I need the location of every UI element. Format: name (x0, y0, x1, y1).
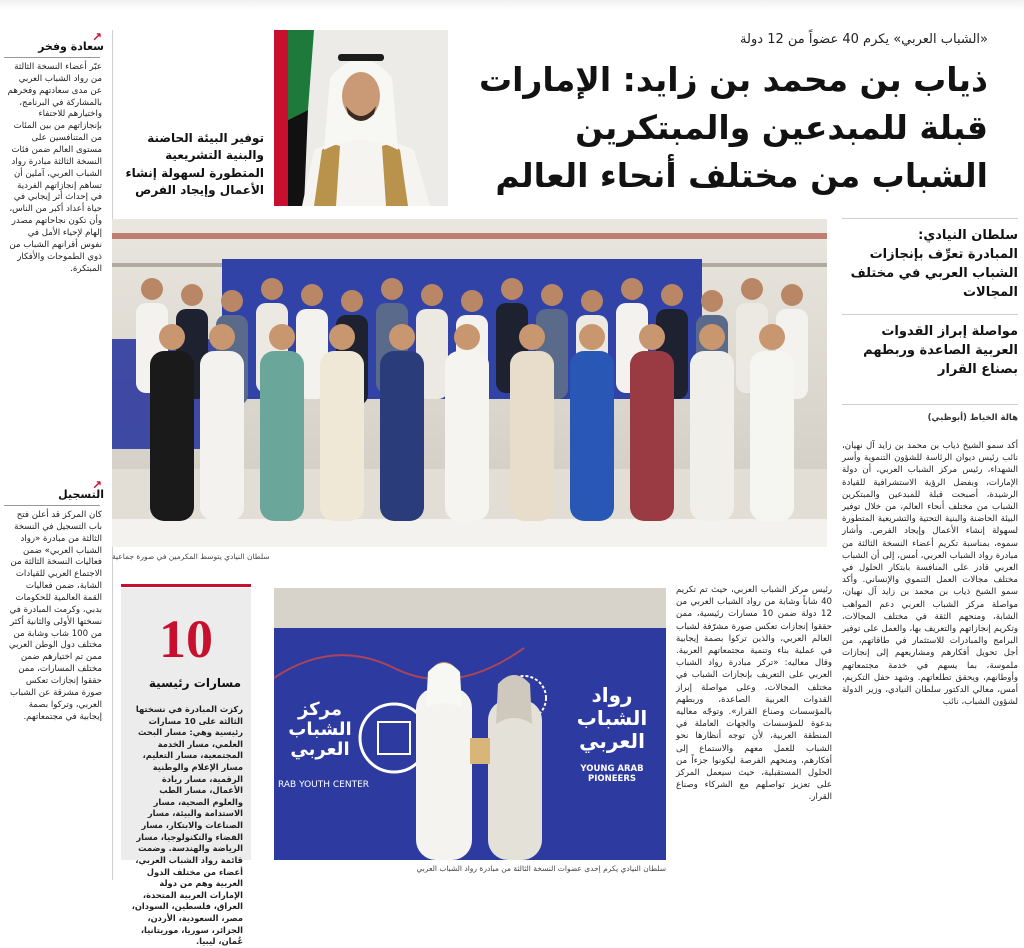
pull-quote-2-text: مواصلة إبراز القدوات العربية الصاعدة وربطهم بصناع القرار (863, 324, 1018, 377)
banner-right-en: YOUNG ARAB PIONEERS (580, 764, 644, 784)
person-figure (690, 351, 734, 521)
arrow-icon: ↗ (91, 478, 102, 492)
portrait-photo (274, 30, 448, 206)
person-figure (445, 351, 489, 521)
person-figure (209, 324, 235, 350)
person-figure (699, 324, 725, 350)
section-divider (4, 57, 100, 58)
person-figure (454, 324, 480, 350)
person-figure (781, 284, 803, 306)
kicker: «الشباب العربي» يكرم 40 عضواً من 12 دولة (740, 32, 988, 47)
person-figure (501, 278, 523, 300)
person-figure (519, 324, 545, 350)
person-figure (750, 351, 794, 521)
person-figure (381, 278, 403, 300)
person-figure (661, 284, 683, 306)
person-figure (261, 278, 283, 300)
award-photo-caption: سلطان النيادي يكرم إحدى عضوات النسخة الثالثة من مبادرة رواد الشباب العربي (416, 864, 666, 873)
person-figure (621, 278, 643, 300)
person-figure (570, 351, 614, 521)
pull-quote-1-text: المبادرة تعرِّف بإنجازات الشباب العربي في مختلف المجالات (850, 246, 1018, 300)
person-figure (741, 278, 763, 300)
person-figure (541, 284, 563, 306)
article-byline-block (842, 404, 1018, 423)
person-figure (421, 284, 443, 306)
person-figure (150, 351, 194, 521)
factbox-label: مسارات رئيسية (148, 676, 241, 690)
person-figure (759, 324, 785, 350)
person-figure (701, 290, 723, 312)
person-figure (510, 351, 554, 521)
person-figure (141, 278, 163, 300)
factbox-number: 10 (159, 609, 213, 669)
person-figure (260, 351, 304, 521)
banner-left-ar: مركز الشباب العربي (288, 699, 352, 760)
factbox-accent-rule (121, 584, 251, 587)
person-figure (389, 324, 415, 350)
person-figure (639, 324, 665, 350)
person-figure (221, 290, 243, 312)
person-figure (320, 351, 364, 521)
pull-quote-2 (842, 314, 1018, 380)
banner-right-ar: رواد الشباب العربي (576, 683, 648, 753)
headline: ذياب بن محمد بن زايد: الإمارات قبلة للمبدعين والمبتكرين الشباب من مختلف أنحاء العالم (478, 60, 988, 195)
person-figure (269, 324, 295, 350)
person-figure (181, 284, 203, 306)
person-figure (581, 290, 603, 312)
article-body-right: أكد سمو الشيخ ذياب بن محمد بن زايد آل نهيان، نائب رئيس ديوان الرئاسة للشؤون التنموية وأسر الشهداء، رئيس مركز الشباب العربي، أن دولة الإمارات، وبفضل الرؤية الاستشرافية للقيادة الرشيدة، أصبحت قبلة للمبدعين والمبتكرين الشباب من مختلف أنحاء العالم، من خلال توفير البيئة الحاضنة والبنية التحتية والتشريعية المتطورة لسهولة إنشاء الأعمال وإيجاد الفرص. وأشار سموه، بمناسبة تكريم أعضاء النسخة الثالثة من مبادرة رواد الشباب العربي، أمس، إلى أن الشباب العربي قادر على المنافسة بابتكار الحلول في مختلف مجالات العمل التنموي والإنساني. وأكد سمو الشيخ ذياب بن محمد بن زايد آل نهيان، مواصلة مركز الشباب العربي دعم المواهب الشابة، ومنحهم الثقة في مختلف المجالات، وتكريم إنجازاتهم والتعريف بها، والعمل على توفير البرامج والمبادرات للاستثمار في طاقاتهم، من أجل تحويل أفكارهم ومشاريعهم إلى إنجازات ملموسة، بما يسهم في خدمة مجتمعاتهم وأوطانهم، ويحقق تطلعاتهم. وشهد حفل التكريم، أمس، معالي الدكتور سلطان النيادي، وزير الدولة لشؤون الشباب، نائب (842, 441, 1018, 708)
person-figure (329, 324, 355, 350)
group-photo-caption: سلطان النيادي يتوسط المكرمين في صورة جماعية (112, 552, 270, 561)
side-section2-text: كان المركز قد أعلن فتح باب التسجيل في النسخة الثالثة من مبادرة «رواد الشباب العربي» ضمن فعاليات النسخة الثالثة من الاجتماع العربي للقيادات الشابة، ضمن فعاليات القمة العالمية للحكومات بدبي، وكرمت المبادرة في نسختها الأولى والثانية أكثر من 100 شاب وشابة من مختلف دول الوطن العربي ممن تم اختيارهم ضمن مختلف المسارات، ممن حققوا إنجازات تعكس صورة مشرقة عن الشباب العربي، وتركوا بصمة إيجابية في مجتمعاتهم. (8, 510, 102, 722)
subhead: توفير البيئة الحاضنة والبنية التشريعية المتطورة لسهولة إنشاء الأعمال وإيجاد الفرص (125, 131, 264, 198)
person-figure (200, 351, 244, 521)
article-body-middle: رئيس مركز الشباب العربي، حيث تم تكريم 40 شاباً وشابة من رواد الشباب العربي من 12 دولة ضمن 10 مسارات رئيسية، ممن حققوا إنجازات تعكس صورة مشرّفة لشباب العالم العربي، والذين تركوا بصمة إيجابية في عملية بناء وتنمية مجتمعاتهم العربية. وقال معاليه: «تركز مبادرة رواد الشباب العربي على التعريف بإنجازات الشباب في مختلف المجالات، وعلى مواصلة إبراز القدوات العربية الصاعدة، وربطهم بالمؤسسات وصناع القرار». وتوجّه معاليه بدعوة للمؤسسات والجهات العاملة في المنطقة العربية، لأن توجه أنظارها نحو الشباب للعمل معهم والاستماع إلى أفكارهم، ومنحهم الفرصة ليكونوا جزءاً من الحلول المستقبلية، حيث سيعمل المركز على تعزيز تواصلهم مع الشركاء وصناع القرار. (676, 585, 832, 803)
person-figure (630, 351, 674, 521)
banner-left-en: RAB YOUTH CENTER (278, 780, 370, 790)
pull-quote-1-name: سلطان النيادي: (918, 228, 1018, 243)
arrow-icon: ↗ (91, 30, 102, 44)
person-figure (341, 290, 363, 312)
pull-quote-1 (842, 218, 1018, 302)
side-section1-text: عبّر أعضاء النسخة الثالثة من رواد الشباب العربي عن مدى سعادتهم وفخرهم بالمشاركة في البرنامج، واختيارهم للاحتفاء بإنجازاتهم من بين المئات من المتنافسين على مستوى العالم ضمن فئات النسخة الثالثة مبادرة رواد الشباب العربي، آملين أن تساهم إنجازاتهم الفردية في إحداث أثر إيجابي في حياة أعداد أكبر من الناس، وأن تكون نجاحاتهم مصدر إلهام لإحياء الأمل في نفوس أقرانهم الشباب من ذوي الطموحات والأفكار المبتكرة. (7, 62, 102, 274)
factbox (121, 588, 251, 947)
side-section1-title: سعادة وفخر (38, 40, 104, 53)
person-figure (461, 290, 483, 312)
person-figure (301, 284, 323, 306)
section-divider (4, 505, 100, 506)
byline: هالة الخياط (أبوظبي) (927, 413, 1018, 423)
side-section2-title: التسجيل (58, 488, 104, 501)
person-figure (579, 324, 605, 350)
group-photo (112, 219, 827, 547)
factbox-text: ركزت المبادرة في نسختها الثالثة على 10 مسارات رئيسية وهي: مسار البحث العلمي، مسار الخدمة المجتمعية، مسار التعليم، مسار الإعلام والوطنية الرقمية، مسار ريادة الأعمال، مسار الطب والعلوم الصحية، مسار الاستدامة والبيئة، مسار الصناعات والابتكار، مسار الفضاء والتكنولوجيا، مسار الرياضة والهندسة. وضمت قائمة رواد الشباب العربي، أعضاء من مختلف الدول العربية وهم من دولة الإمارات العربية المتحدة، العراق، فلسطين، السودان، مصر، السعودية، الأردن، الجزائر، سوريا، موريتانيا، عُمان، ليبيا. (131, 704, 243, 947)
award-photo (274, 588, 666, 860)
person-figure (380, 351, 424, 521)
person-figure (159, 324, 185, 350)
top-strip (0, 0, 1024, 10)
